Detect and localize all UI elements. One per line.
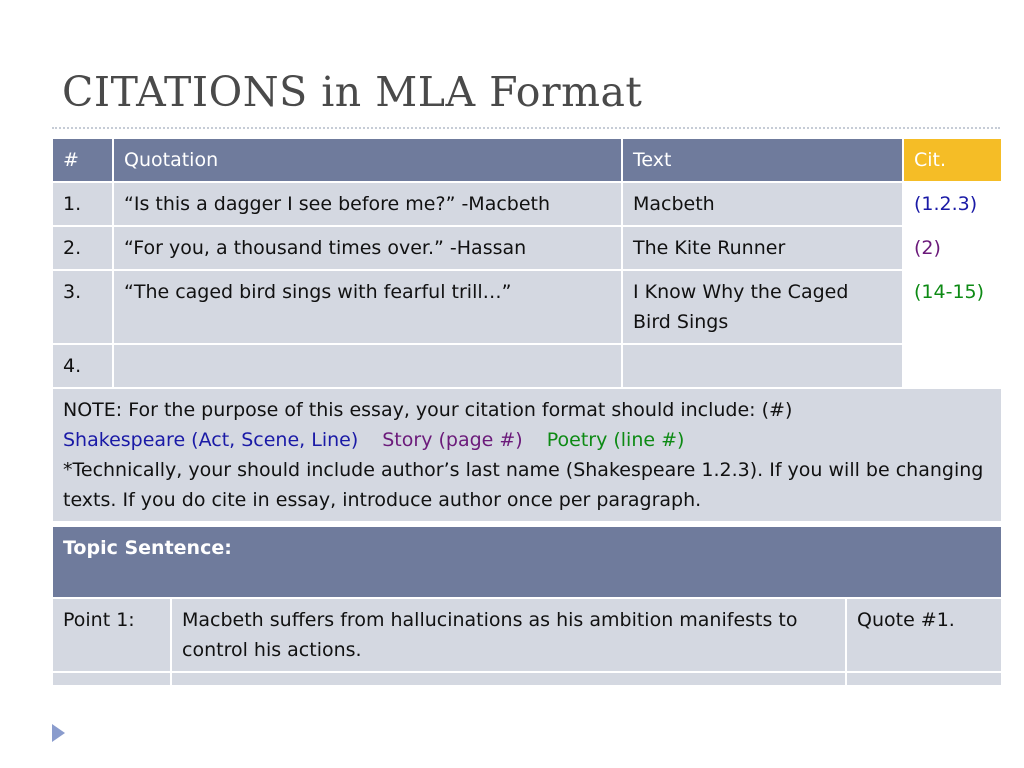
point-quote: Quote #1.: [846, 598, 1002, 672]
topic-header-row: [52, 526, 1002, 598]
row-text: The Kite Runner: [622, 226, 903, 270]
topic-sentence-header: Topic Sentence:: [52, 526, 1002, 598]
row-number: 1.: [52, 182, 113, 226]
header-quotation: Quotation: [113, 138, 622, 182]
row-quotation: “Is this a dagger I see before me?” -Macbeth: [113, 182, 622, 226]
title-divider: [52, 127, 1000, 129]
row-number: 4.: [52, 344, 113, 388]
table-row: [52, 672, 1002, 686]
table-row: [52, 598, 1002, 672]
table-row: [52, 344, 1002, 388]
point-content: [171, 672, 846, 686]
triangle-bullet-icon: [52, 724, 65, 742]
point-label: [52, 672, 171, 686]
row-text: Macbeth: [622, 182, 903, 226]
table-row: [52, 270, 1002, 344]
slide-title: CITATIONS in MLA Format: [62, 68, 643, 116]
citation-header-row: [52, 138, 1002, 182]
note-formats: [63, 425, 991, 455]
row-number: 3.: [52, 270, 113, 344]
row-cit: (1.2.3): [903, 182, 1002, 226]
table-row: [52, 226, 1002, 270]
point-content: Macbeth suffers from hallucinations as his ambition manifests to control his actions.: [171, 598, 846, 672]
note-intro: NOTE: For the purpose of this essay, your citation format should include: (#): [63, 399, 793, 421]
header-number: #: [52, 138, 113, 182]
row-quotation: “For you, a thousand times over.” -Hassan: [113, 226, 622, 270]
note-poetry: Poetry (line #): [546, 429, 685, 451]
point-quote: [846, 672, 1002, 686]
row-cit: [903, 344, 1002, 388]
row-cit: (14-15): [903, 270, 1002, 344]
table-row: [52, 182, 1002, 226]
note-story: Story (page #): [382, 429, 523, 451]
point-label: Point 1:: [52, 598, 171, 672]
note-row: [52, 388, 1002, 522]
header-text: Text: [622, 138, 903, 182]
row-quotation: “The caged bird sings with fearful trill…”: [113, 270, 622, 344]
citation-table: [51, 137, 1003, 523]
note-shakespeare: Shakespeare (Act, Scene, Line): [63, 429, 359, 451]
row-text: I Know Why the Caged Bird Sings: [622, 270, 903, 344]
row-cit: (2): [903, 226, 1002, 270]
header-cit: Cit.: [903, 138, 1002, 182]
row-text: [622, 344, 903, 388]
note-cell: [52, 388, 1002, 522]
row-quotation: [113, 344, 622, 388]
row-number: 2.: [52, 226, 113, 270]
topic-table: [51, 525, 1003, 687]
note-technical: *Technically, your should include author’s last name (Shakespeare 1.2.3). If you will be changing texts. If you do cite in essay, introduce author once per paragraph.: [63, 459, 984, 511]
